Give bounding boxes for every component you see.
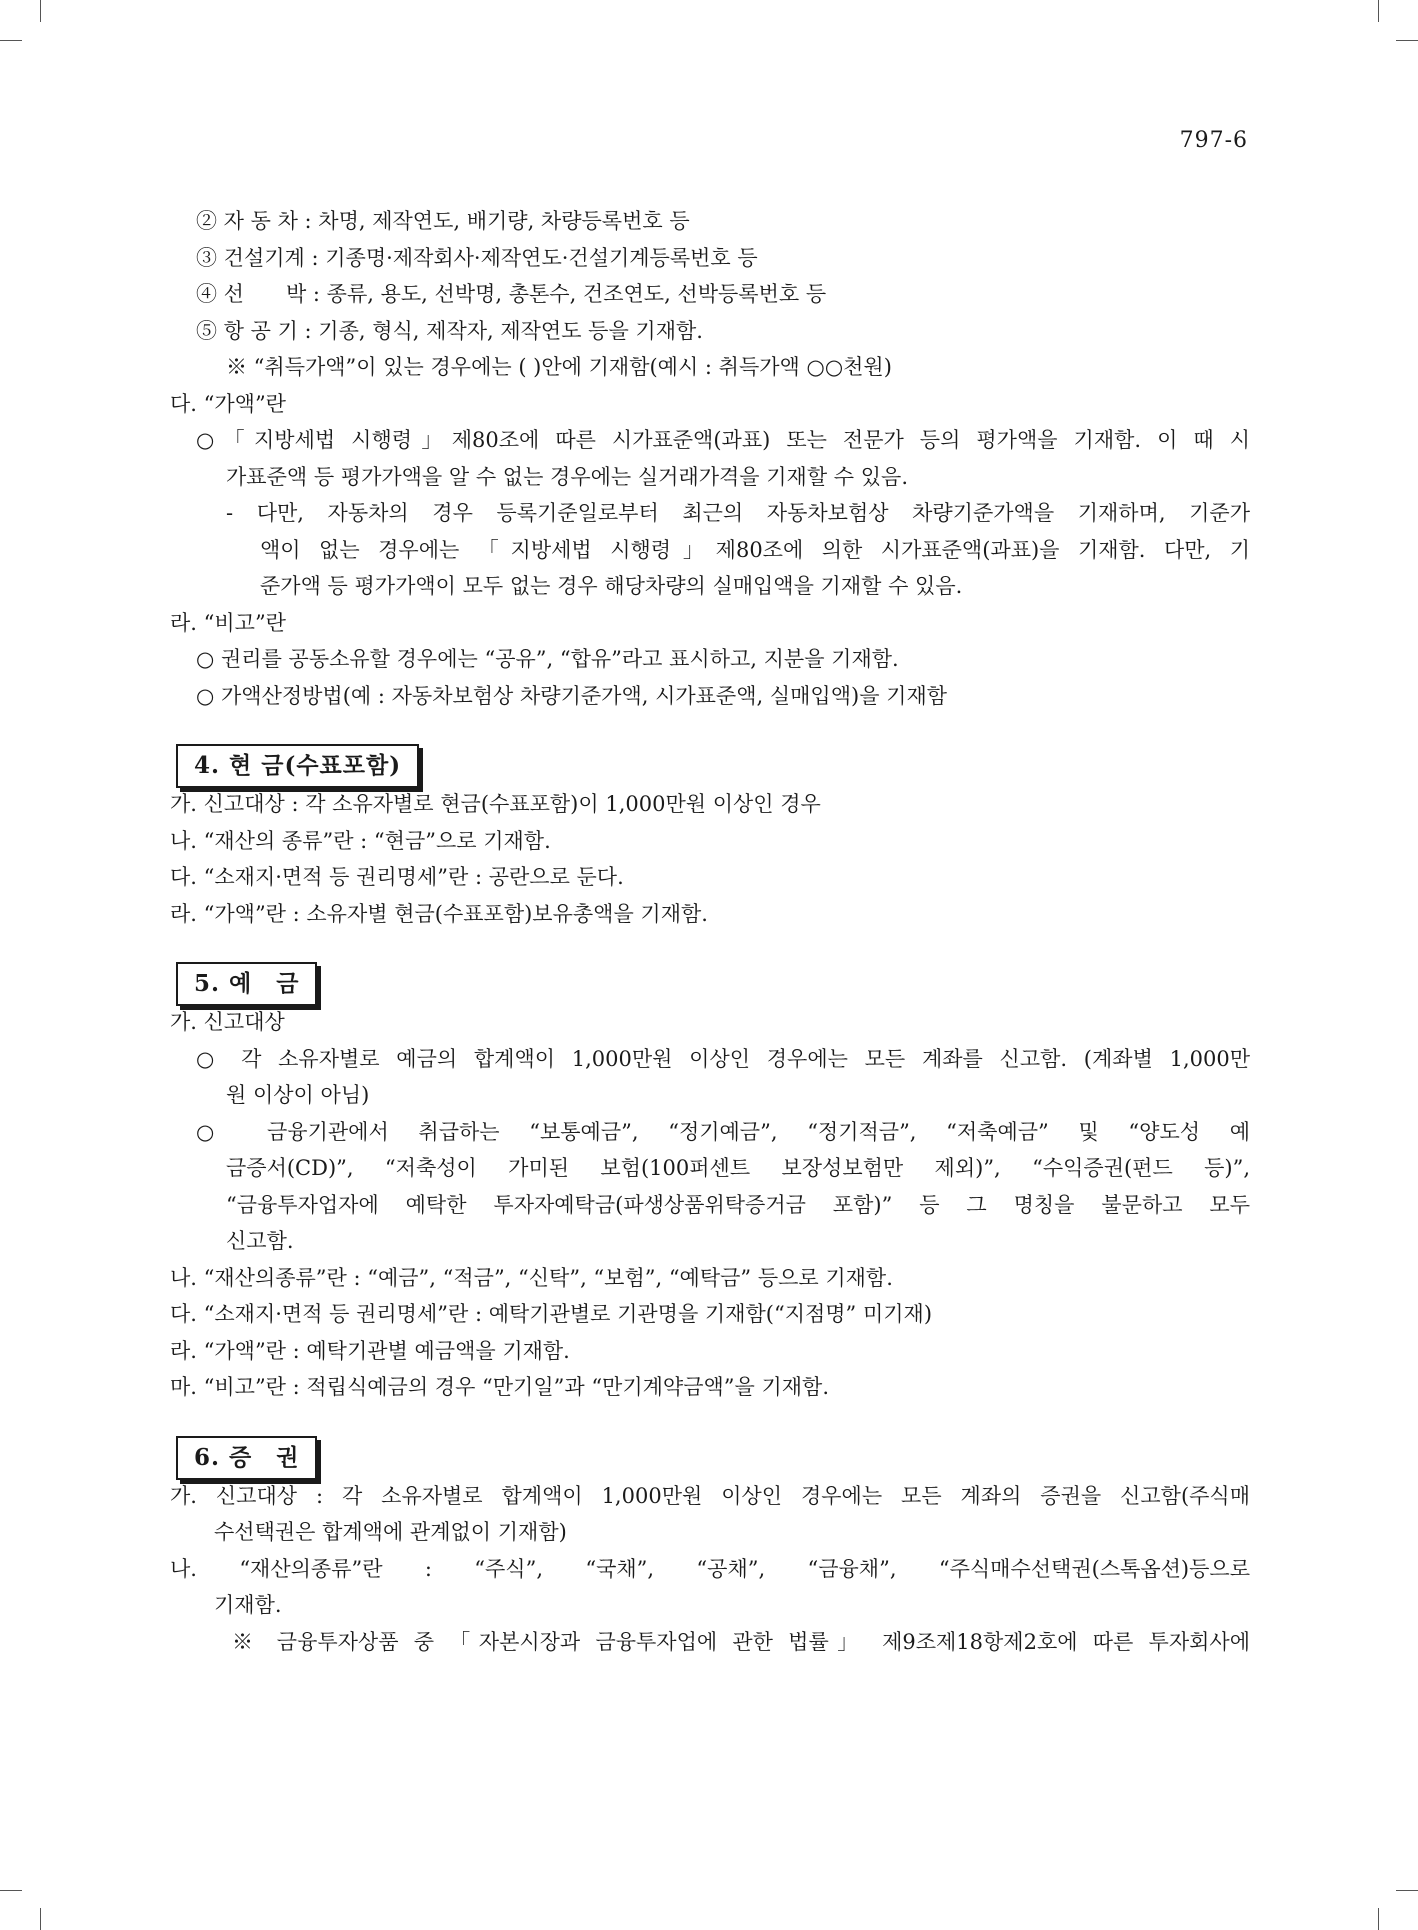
text-line: ○ 권리를 공동소유할 경우에는 “공유”, “합유”라고 표시하고, 지분을 기재함. [196, 647, 899, 671]
text-line: 라. “비고”란 [170, 610, 286, 635]
text-line: ○ 금융기관에서 취급하는 “보통예금”, “정기예금”, “정기적금”, “저축예금” 및 “양도성 예 [196, 1119, 1250, 1144]
text-line: 라. “가액”란 : 예탁기관별 예금액을 기재함. [170, 1338, 570, 1363]
section-4-cash [170, 734, 1250, 932]
crop-mark [0, 40, 22, 41]
section-heading: 5. 예 금 [176, 962, 317, 1006]
text-line: 나. “재산의종류”란 : “주식”, “국채”, “공채”, “금융채”, “주식매수선택권(스톡옵션)등으로 [170, 1556, 1250, 1581]
text-line: “금융투자업자에 예탁한 투자자예탁금(파생상품위탁증거금 포함)” 등 그 명칭을 불문하고 모두 [226, 1192, 1250, 1217]
crop-mark [1378, 1908, 1379, 1930]
section-heading: 4. 현 금(수표포함) [176, 744, 419, 788]
text-line: ② 자 동 차 : 차명, 제작연도, 배기량, 차량등록번호 등 [196, 209, 690, 233]
section-heading: 6. 증 권 [176, 1436, 317, 1480]
text-line: 나. “재산의종류”란 : “예금”, “적금”, “신탁”, “보험”, “예탁금” 등으로 기재함. [170, 1265, 893, 1290]
text-line: ○ 가액산정방법(예 : 자동차보험상 차량기준가액, 시가표준액, 실매입액)을 기재함 [196, 683, 948, 708]
text-line: 금증서(CD)”, “저축성이 가미된 보험(100퍼센트 보장성보험만 제외)”, “수익증권(펀드 등)”, [226, 1156, 1250, 1180]
section-3-continuation [170, 203, 1250, 714]
text-line: ※ “취득가액”이 있는 경우에는 ( )안에 기재함(예시 : 취득가액 ○○천원) [226, 355, 892, 379]
text-line: 다. “가액”란 [170, 391, 286, 416]
section-6-securities [170, 1426, 1250, 1661]
crop-mark [1378, 0, 1379, 22]
text-line: 액이 없는 경우에는 「지방세법 시행령」제80조에 의한 시가표준액(과표)을 기재함. 다만, 기 [260, 537, 1250, 562]
text-line: 다. “소재지·면적 등 권리명세”란 : 예탁기관별로 기관명을 기재함(“지점명” 미기재) [170, 1302, 933, 1326]
text-line: 마. “비고”란 : 적립식예금의 경우 “만기일”과 “만기계약금액”을 기재함. [170, 1375, 830, 1399]
text-line: ○「지방세법 시행령」제80조에 따른 시가표준액(과표) 또는 전문가 등의 평가액을 기재함. 이 때 시 [196, 428, 1250, 452]
crop-mark [1396, 1890, 1418, 1891]
text-line: ○ 각 소유자별로 예금의 합계액이 1,000만원 이상인 경우에는 모든 계좌를 신고함. (계좌별 1,000만 [196, 1046, 1250, 1071]
text-line: 수선택권은 합계액에 관계없이 기재함) [214, 1520, 567, 1544]
page-number: 797-6 [1179, 128, 1248, 153]
text-line: 원 이상이 아님) [226, 1083, 370, 1107]
text-line: ③ 건설기계 : 기종명·제작회사·제작연도·건설기계등록번호 등 [196, 245, 758, 270]
text-line: 준가액 등 평가가액이 모두 없는 경우 해당차량의 실매입액을 기재할 수 있음. [260, 574, 963, 598]
crop-mark [0, 1890, 22, 1891]
text-line: 가. 신고대상 : 각 소유자별로 합계액이 1,000만원 이상인 경우에는 모든 계좌의 증권을 신고함(주식매 [170, 1483, 1250, 1508]
text-line: 다. “소재지·면적 등 권리명세”란 : 공란으로 둔다. [170, 865, 624, 889]
crop-mark [40, 0, 41, 22]
text-line: 기재함. [214, 1593, 282, 1617]
text-line: ④ 선 박 : 종류, 용도, 선박명, 총톤수, 건조연도, 선박등록번호 등 [196, 282, 827, 306]
text-line: 라. “가액”란 : 소유자별 현금(수표포함)보유총액을 기재함. [170, 901, 708, 926]
text-line: ※ 금융투자상품 중 「자본시장과 금융투자업에 관한 법률」 제9조제18항제2호에 따른 투자회사에 [232, 1629, 1250, 1654]
text-line: 신고함. [226, 1229, 294, 1253]
text-line: ⑤ 항 공 기 : 기종, 형식, 제작자, 제작연도 등을 기재함. [196, 318, 703, 343]
text-line: - 다만, 자동차의 경우 등록기준일로부터 최근의 자동차보험상 차량기준가액을 기재하며, 기준가 [226, 501, 1250, 525]
text-line: 나. “재산의 종류”란 : “현금”으로 기재함. [170, 828, 551, 853]
document-body [170, 203, 1250, 1660]
section-5-deposits [170, 952, 1250, 1406]
crop-mark [40, 1908, 41, 1930]
text-line: 가표준액 등 평가가액을 알 수 없는 경우에는 실거래가격을 기재할 수 있음. [226, 464, 909, 489]
text-line: 가. 신고대상 : 각 소유자별로 현금(수표포함)이 1,000만원 이상인 경우 [170, 792, 821, 816]
text-line: 가. 신고대상 [170, 1010, 285, 1034]
crop-mark [1396, 40, 1418, 41]
